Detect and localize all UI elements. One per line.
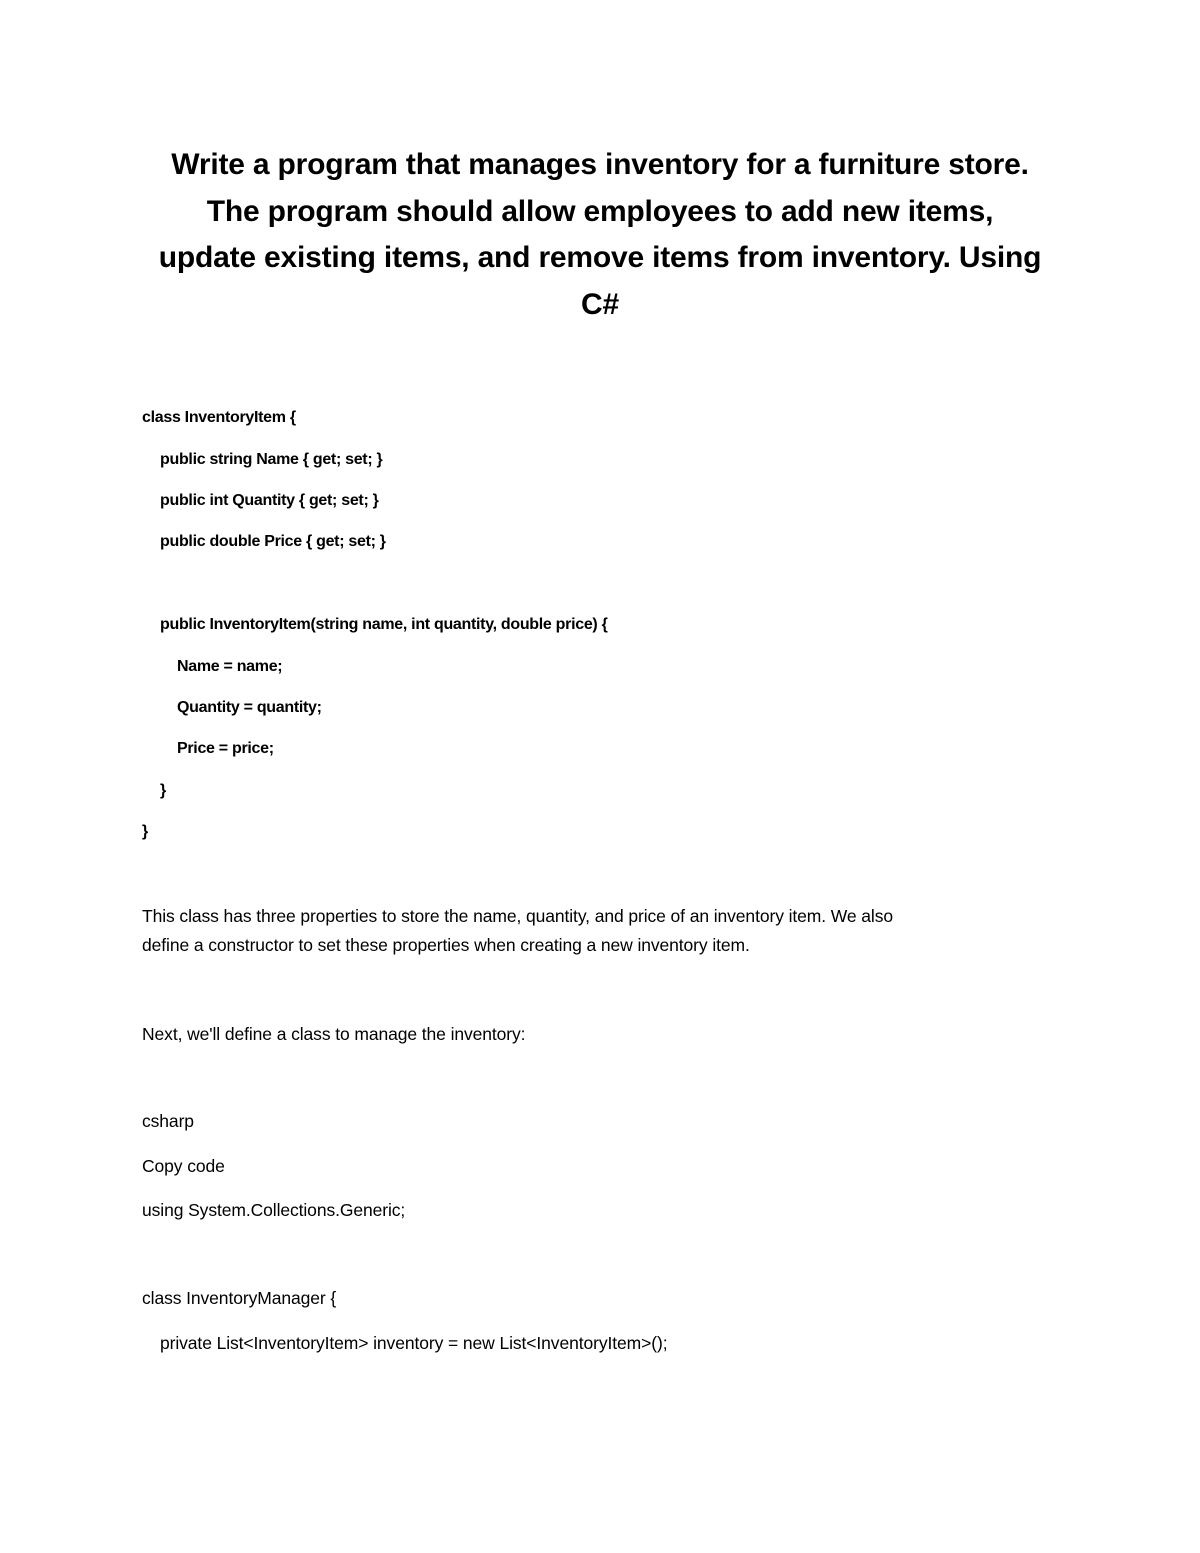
code-line: }	[142, 823, 148, 840]
copy-code-label: Copy code	[142, 1156, 225, 1176]
code-line: Quantity = quantity;	[177, 699, 322, 716]
code-line: private List<InventoryItem> inventory = new List<InventoryItem>();	[160, 1333, 668, 1353]
title-line: update existing items, and remove items from inventory. Using	[158, 241, 1042, 274]
code-line: public double Price { get; set; }	[160, 533, 386, 550]
code-line: using System.Collections.Generic;	[142, 1200, 406, 1220]
title-line: The program should allow employees to add new items,	[206, 194, 994, 228]
title-line: C#	[581, 287, 619, 321]
title-line: Write a program that manages inventory for a furniture store.	[171, 148, 1029, 181]
code-line: public int Quantity { get; set; }	[160, 492, 379, 509]
document-title	[130, 142, 1070, 328]
paragraph-line: Next, we'll define a class to manage the inventory:	[142, 1024, 526, 1044]
code-line: public string Name { get; set; }	[160, 451, 383, 468]
code-line: }	[160, 782, 166, 799]
code-line: Name = name;	[177, 658, 283, 675]
code-line: class InventoryManager {	[142, 1288, 337, 1308]
code-language-label: csharp	[142, 1111, 194, 1131]
code-line: Price = price;	[177, 740, 274, 757]
paragraph-line: define a constructor to set these properties when creating a new inventory item.	[142, 935, 750, 955]
code-line: class InventoryItem {	[142, 409, 296, 426]
paragraph-line: This class has three properties to store the name, quantity, and price of an inventory item. We also	[142, 906, 893, 926]
code-line: public InventoryItem(string name, int quantity, double price) {	[160, 616, 608, 633]
